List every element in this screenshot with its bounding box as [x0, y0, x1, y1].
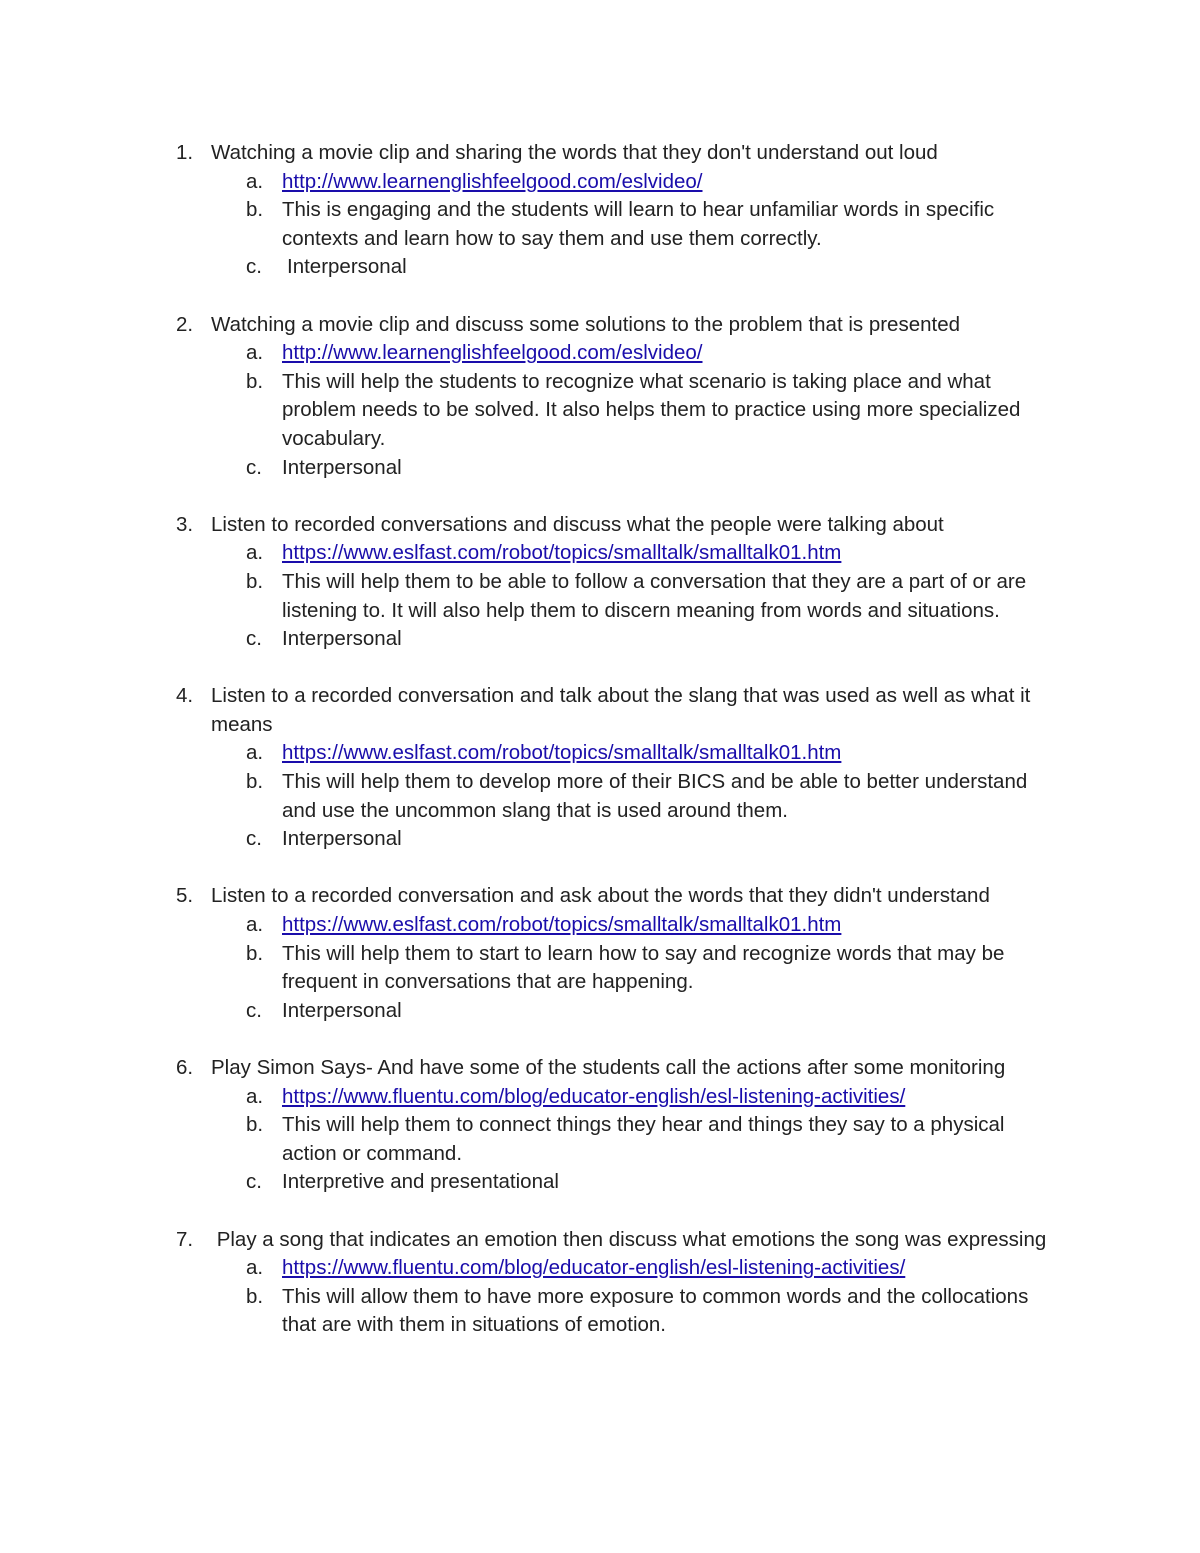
- list-item-text: Listen to a recorded conversation and ask about the words that they didn't understand: [211, 884, 990, 908]
- resource-link[interactable]: https://www.fluentu.com/blog/educator-english/esl-listening-activities/: [282, 1256, 906, 1280]
- sub-item-letter: c.: [246, 455, 262, 479]
- resource-link[interactable]: http://www.learnenglishfeelgood.com/eslvideo/: [282, 341, 703, 365]
- sub-item-letter: a.: [246, 1084, 264, 1108]
- sub-item-text: This is engaging and the students will learn to hear unfamiliar words in specific contexts and learn how to say them and use them correctly.: [282, 198, 995, 250]
- sub-item-letter: c.: [246, 998, 262, 1022]
- list-item-text: Play a song that indicates an emotion then discuss what emotions the song was expressing: [211, 1227, 1047, 1251]
- sub-item-letter: a.: [246, 741, 264, 765]
- sub-item-text: This will help them to develop more of their BICS and be able to better understand and use the uncommon slang that is used around them.: [282, 770, 1028, 822]
- sub-item: [0, 568, 1062, 625]
- list-item-number: 1.: [176, 141, 194, 164]
- sub-item-text: Interpersonal: [282, 455, 402, 479]
- sub-item: [0, 1083, 1062, 1112]
- resource-link[interactable]: https://www.eslfast.com/robot/topics/smalltalk/smalltalk01.htm: [282, 913, 842, 937]
- sub-item-letter: b.: [246, 1284, 264, 1308]
- sub-item-text: Interpersonal: [282, 827, 402, 851]
- sub-item-text: This will help them to start to learn how to say and recognize words that may be frequent in conversations that are happening.: [282, 941, 1005, 994]
- sub-item: [0, 768, 1062, 825]
- list-item-text: Watching a movie clip and discuss some solutions to the problem that is presented: [211, 312, 961, 336]
- list-item-number: 4.: [176, 684, 194, 708]
- list-item: [0, 1054, 1061, 1197]
- sub-item-letter: b.: [246, 770, 264, 794]
- sub-item: [0, 454, 1062, 483]
- sub-item: [0, 1254, 1062, 1283]
- sub-item-letter: a.: [246, 341, 264, 365]
- sub-item-letter: c.: [246, 627, 262, 651]
- list-item: [0, 882, 1061, 1025]
- list-item: [0, 1226, 1061, 1340]
- list-item-text: Listen to a recorded conversation and talk about the slang that was used as well as what it means: [211, 684, 1037, 736]
- sub-item-letter: b.: [246, 369, 264, 393]
- sub-item: [0, 940, 1062, 997]
- sub-item-text: Interpretive and presentational: [282, 1170, 559, 1194]
- sub-item: [0, 625, 1062, 654]
- sub-item-letter: b.: [246, 1113, 264, 1137]
- sub-item-letter: a.: [246, 1256, 264, 1280]
- sub-item: [0, 539, 1062, 568]
- sub-item-text: Interpersonal: [287, 255, 407, 279]
- sub-item-letter: c.: [246, 1170, 262, 1194]
- sub-item-letter: a.: [246, 913, 264, 937]
- sub-item-letter: b.: [246, 198, 264, 222]
- list-item: [0, 139, 1061, 282]
- list-item: [0, 311, 1061, 483]
- sub-item: [0, 339, 1062, 368]
- list-item-number: 6.: [176, 1056, 194, 1079]
- sub-item-letter: a.: [246, 169, 264, 193]
- sub-item: [0, 253, 1062, 282]
- list-item-text: Listen to recorded conversations and discuss what the people were talking about: [211, 512, 944, 536]
- sub-item-text: This will help them to be able to follow a conversation that they are a part of or are listening to. It will also help them to discern meaning from words and situations.: [282, 569, 1027, 622]
- resource-link[interactable]: https://www.fluentu.com/blog/educator-english/esl-listening-activities/: [282, 1084, 906, 1108]
- resource-link[interactable]: https://www.eslfast.com/robot/topics/smalltalk/smalltalk01.htm: [282, 741, 842, 765]
- sub-item: [0, 739, 1062, 768]
- list-item: [0, 511, 1061, 654]
- sub-item-letter: a.: [246, 541, 264, 565]
- sub-item-letter: b.: [246, 569, 264, 593]
- list-item-text: Watching a movie clip and sharing the words that they don't understand out loud: [211, 141, 938, 164]
- sub-item-text: Interpersonal: [282, 627, 402, 651]
- sub-item-text: This will help the students to recognize what scenario is taking place and what problem needs to be solved. It also helps them to practice using more specialized vocabulary.: [282, 369, 1021, 450]
- list-item-text: Play Simon Says- And have some of the students call the actions after some monitoring: [211, 1056, 1006, 1079]
- list-item-number: 5.: [176, 884, 194, 908]
- sub-item-text: This will help them to connect things they hear and things they say to a physical action or command.: [282, 1113, 1005, 1165]
- sub-item: [0, 196, 1062, 253]
- list-item: [0, 682, 1061, 854]
- sub-item: [0, 168, 1062, 197]
- sub-item-letter: b.: [246, 941, 264, 965]
- sub-item: [0, 1283, 1062, 1340]
- sub-item-letter: c.: [246, 255, 262, 279]
- sub-item: [0, 368, 1062, 454]
- list-item-number: 3.: [176, 512, 194, 536]
- resource-link[interactable]: https://www.eslfast.com/robot/topics/smalltalk/smalltalk01.htm: [282, 541, 842, 565]
- sub-item: [0, 997, 1062, 1026]
- sub-item: [0, 825, 1062, 854]
- sub-item: [0, 911, 1062, 940]
- sub-item-letter: c.: [246, 827, 262, 851]
- sub-item: [0, 1168, 1062, 1197]
- sub-item: [0, 1111, 1062, 1168]
- sub-item-text: This will allow them to have more exposure to common words and the collocations that are with them in situations of emotion.: [282, 1284, 1029, 1337]
- sub-item-text: Interpersonal: [282, 998, 402, 1022]
- list-item-number: 2.: [176, 312, 194, 336]
- resource-link[interactable]: http://www.learnenglishfeelgood.com/eslvideo/: [282, 169, 703, 193]
- list-item-number: 7.: [176, 1227, 194, 1251]
- document-page: [0, 139, 1200, 1369]
